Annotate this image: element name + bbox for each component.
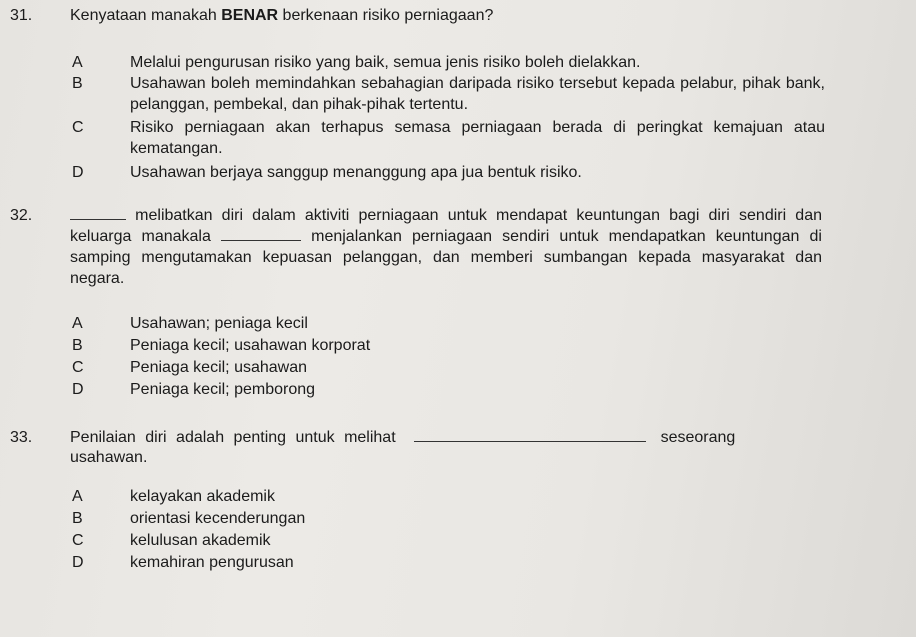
option-text: Risiko perniagaan akan terhapus semasa perniagaan berada di peringkat kemajuan atau kematangan. [130, 119, 825, 157]
question-stem: Kenyataan manakah BENAR berkenaan risiko perniagaan? [70, 7, 494, 24]
option-text: Melalui pengurusan risiko yang baik, semua jenis risiko boleh dielakkan. [130, 54, 641, 71]
option-b[interactable] [72, 508, 572, 529]
option-text: Usahawan boleh memindahkan sebahagian daripada risiko tersebut kepada pelabur, pihak bank, pelanggan, pembekal, dan pihak-pihak tertentu. [130, 75, 825, 113]
option-text: Usahawan; peniaga kecil [130, 315, 308, 332]
answer-blank[interactable] [70, 205, 126, 220]
option-letter: D [72, 554, 84, 571]
question-stem: melibatkan diri dalam aktiviti perniagaan untuk mendapat keuntungan bagi diri sendiri dan keluarga manakala menjalankan perniagaan sendiri untuk mendapatkan keuntungan di samping mengutamakan kepuasan pelanggan, dan memberi sumbangan kepada masyarakat dan negara. [70, 207, 822, 287]
option-text: Peniaga kecil; usahawan [130, 359, 308, 376]
option-text: Peniaga kecil; pemborong [130, 381, 316, 398]
option-c[interactable] [72, 357, 572, 378]
option-letter: C [72, 359, 84, 376]
answer-blank[interactable] [221, 226, 301, 241]
option-d[interactable] [72, 162, 832, 183]
option-b[interactable] [72, 73, 832, 115]
option-letter: B [72, 337, 83, 354]
option-c[interactable] [72, 117, 832, 159]
option-d[interactable] [72, 552, 572, 573]
option-a[interactable] [72, 313, 572, 334]
option-letter: A [72, 315, 83, 332]
option-text: kemahiran pengurusan [130, 554, 294, 571]
option-c[interactable] [72, 530, 572, 551]
option-letter: C [72, 532, 84, 549]
option-letter: B [72, 75, 83, 92]
option-letter: D [72, 381, 84, 398]
question-stem: Penilaian diri adalah penting untuk melihat seseorang [70, 429, 736, 446]
emphasis-word: BENAR [221, 7, 279, 24]
option-text: kelulusan akademik [130, 532, 271, 549]
question-number: 31. [10, 7, 33, 24]
option-letter: A [72, 54, 83, 71]
option-a[interactable] [72, 52, 832, 73]
question-number: 32. [10, 207, 33, 224]
option-text: Peniaga kecil; usahawan korporat [130, 337, 371, 354]
option-letter: C [72, 119, 84, 136]
option-a[interactable] [72, 486, 572, 507]
option-text: kelayakan akademik [130, 488, 275, 505]
option-letter: A [72, 488, 83, 505]
option-text: Usahawan berjaya sanggup menanggung apa jua bentuk risiko. [130, 164, 582, 181]
option-text: orientasi kecenderungan [130, 510, 306, 527]
question-number: 33. [10, 429, 33, 446]
option-letter: B [72, 510, 83, 527]
answer-blank[interactable] [414, 427, 646, 442]
option-d[interactable] [72, 379, 572, 400]
option-b[interactable] [72, 335, 572, 356]
option-letter: D [72, 164, 84, 181]
question-stem-continued: usahawan. [70, 449, 148, 466]
